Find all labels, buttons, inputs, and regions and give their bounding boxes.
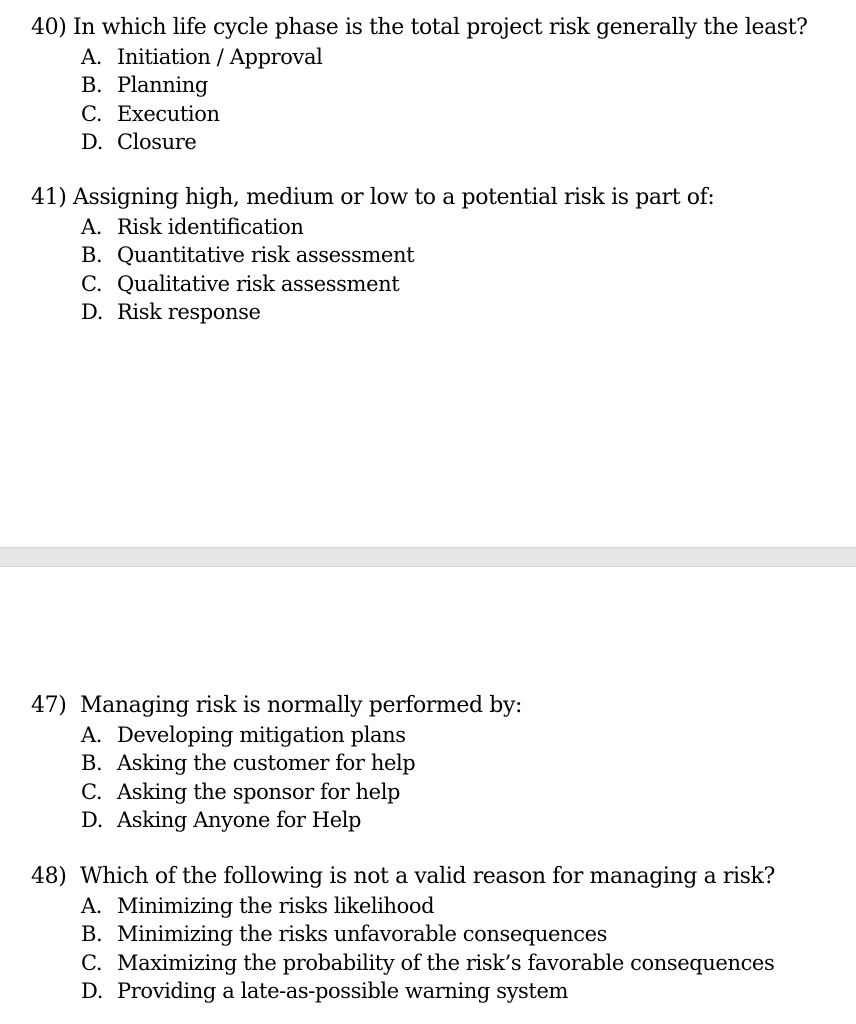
question-stem xyxy=(31,692,522,720)
choice-letter: C. xyxy=(81,951,103,975)
choice-letter: B. xyxy=(81,922,103,946)
choice-letter: C. xyxy=(81,272,103,296)
choice-letter: D. xyxy=(81,300,103,324)
choice-c xyxy=(81,100,220,128)
question-text: Managing risk is normally performed by: xyxy=(80,693,522,718)
choice-text: Minimizing the risks unfavorable consequences xyxy=(117,922,607,946)
choice-d xyxy=(81,977,568,1005)
choice-letter: D. xyxy=(81,130,103,154)
choice-text: Minimizing the risks likelihood xyxy=(117,894,435,918)
choice-letter: B. xyxy=(81,243,103,267)
choice-text: Execution xyxy=(117,102,220,126)
question-text: Which of the following is not a valid reason for managing a risk? xyxy=(80,864,775,889)
choice-text: Quantitative risk assessment xyxy=(117,243,415,267)
document-page-bottom xyxy=(0,567,856,1024)
choice-d xyxy=(81,128,196,156)
choice-text: Asking Anyone for Help xyxy=(117,808,362,832)
choice-b xyxy=(81,749,415,777)
choice-letter: B. xyxy=(81,73,103,97)
choice-c xyxy=(81,949,774,977)
choice-d xyxy=(81,298,261,326)
question-number: 40) xyxy=(31,15,67,40)
choice-text: Providing a late-as-possible warning system xyxy=(117,979,569,1003)
choice-c xyxy=(81,778,400,806)
question-number: 48) xyxy=(31,864,67,889)
choice-text: Developing mitigation plans xyxy=(117,723,406,747)
choice-letter: D. xyxy=(81,808,103,832)
choice-text: Risk identification xyxy=(117,215,304,239)
choice-letter: C. xyxy=(81,102,103,126)
choice-b xyxy=(81,71,208,99)
question-text: In which life cycle phase is the total project risk generally the least? xyxy=(72,15,808,40)
question-stem xyxy=(31,184,714,212)
choice-letter: A. xyxy=(81,723,103,747)
choice-letter: A. xyxy=(81,894,103,918)
choice-letter: D. xyxy=(81,979,103,1003)
choice-text: Planning xyxy=(117,73,208,97)
choice-text: Closure xyxy=(117,130,197,154)
choice-text: Initiation / Approval xyxy=(117,45,323,69)
choice-d xyxy=(81,806,361,834)
question-stem xyxy=(31,863,775,891)
choice-letter: A. xyxy=(81,45,103,69)
choice-b xyxy=(81,920,607,948)
choice-letter: C. xyxy=(81,780,103,804)
choice-letter: A. xyxy=(81,215,103,239)
choice-text: Qualitative risk assessment xyxy=(117,272,400,296)
question-number: 41) xyxy=(31,185,67,210)
choice-a xyxy=(81,43,322,71)
choice-b xyxy=(81,241,414,269)
question-stem xyxy=(31,14,808,42)
choice-text: Asking the customer for help xyxy=(117,751,416,775)
question-number: 47) xyxy=(31,693,67,718)
choice-letter: B. xyxy=(81,751,103,775)
question-text: Assigning high, medium or low to a potential risk is part of: xyxy=(72,185,715,210)
choice-a xyxy=(81,892,434,920)
choice-a xyxy=(81,213,303,241)
choice-a xyxy=(81,721,406,749)
choice-text: Maximizing the probability of the risk’s favorable consequences xyxy=(117,951,775,975)
choice-text: Risk response xyxy=(117,300,261,324)
page-break-gap xyxy=(0,547,856,567)
choice-c xyxy=(81,270,399,298)
choice-text: Asking the sponsor for help xyxy=(117,780,401,804)
